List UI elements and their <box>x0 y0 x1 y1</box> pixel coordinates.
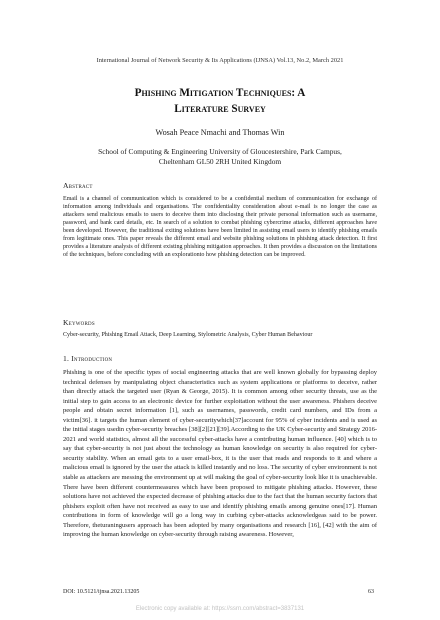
journal-header: International Journal of Network Security & Its Applications (IJNSA) Vol.13, No.2, March 2021 <box>96 57 344 64</box>
paper-title <box>0 85 440 117</box>
affiliation-line-2: Cheltenham GL50 2RH United Kingdom <box>158 156 282 166</box>
paper-title-line-1: Phishing Mitigation Techniques: A <box>134 87 306 99</box>
affiliation-line-1: School of Computing & Engineering University of Gloucestershire, Park Campus, <box>98 147 342 156</box>
keywords-heading: Keywords <box>63 318 95 327</box>
keywords-text: Cyber-security, Phishing Email Attack, Deep Learning, Stylometric Analysis, Cyber Human Behaviour <box>63 332 313 338</box>
ssrn-watermark: Electronic copy available at: https://ssrn.com/abstract=3837131 <box>135 606 305 612</box>
paper-title-line-2: Literature Survey <box>174 103 266 115</box>
page-number: 63 <box>368 589 374 595</box>
paper-authors: Wosah Peace Nmachi and Thomas Win <box>155 128 285 137</box>
introduction-heading: 1. Introduction <box>63 354 113 363</box>
abstract-text: Email is a channel of communication which is considered to be a confidential medium of communication for exchange of information among individuals and organisations. The confidentiality consideration about e-mail is no longer the case as attackers send malicious emails to users to deceive them into disclosing their private personal information such as username, password, and bank card details, etc. In search of a solution to combat phishing cybercrime attacks, different approaches have been developed. However, the traditional exiting solutions have been limited in assisting email users to identify phishing emails from legitimate ones. This paper reveals the different email and website phishing solutions in phishing attack detection. It first provides a literature analysis of different existing phishing mitigation approaches. It then provides a discussion on the limitations of the techniques, before concluding with an explorationto how phishing detection can be improved. <box>63 196 377 258</box>
introduction-text: Phishing is one of the specific types of social engineering attacks that are well known globally for bypassing deploy technical defenses by manipulating object characteristics such as system applications or platforms to deceive, rather than directly attack the targeted user (Ryan & George, 2015). It is common among other security threats, use as the initial step to gain access to an electronic device for further exploitation without the user awareness. Phishers deceive people and obtain secret information [1], such as usernames, passwords, credit card numbers, and IDs from a victim[36]. it targets the human element of cyber-securitywhich[37]account for 95% of cyber incidents and is used as the initial stages usedin cyber-security breaches [38][2][21][39].According to the UK Cyber-security and Strategy 2016-2021 and world statistics, almost all the successful cyber-attacks have a contributing human influence. [40] which is to say that cyber-security is not just about the technology as human knowledge on security is also required for cyber-security stability. When an email gets to a user email-box, it is the user that reads and responds to it and where a malicious email is ignored by the user the attack is killed instantly and no loss. The security of cyber environment is not stable as attackers are messing the environment up at will making the goal of cyber-security look like it is unachievable. There have been different countermeasures which have been proposed to mitigate phishing attacks. However, these solutions have not achieved the expected decrease of phishing attacks due to the fact that the human security factors that phishers exploit often have not received as easy to use and identify phishing emails among genuine ones[17]. Human contributions in form of knowledge will go a long way in curbing cyber-attacks acknowledgeas said to be power. Therefore, theturaningusers approach has been adopted by many organisations and research [16], [42] with the aim of improving the human knowledge on cyber-security through raising awareness. However, <box>63 369 377 539</box>
doi-footer: DOI: 10.5121/ijnsa.2021.13205 <box>63 589 140 595</box>
abstract-heading: Abstract <box>63 181 93 190</box>
author-affiliation <box>60 147 380 166</box>
